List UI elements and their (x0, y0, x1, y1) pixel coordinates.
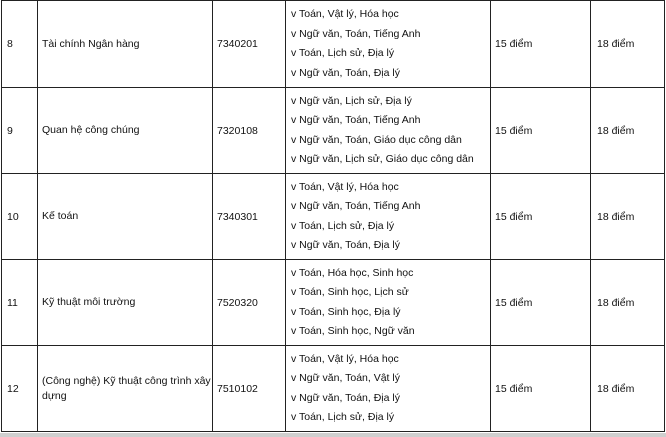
combination-item: v Toán, Vật lý, Hóa học (291, 180, 399, 193)
score-a: 15 điểm (491, 174, 591, 260)
combination-item: v Toán, Vật lý, Hóa học (291, 352, 399, 365)
major-name: Tài chính Ngân hàng (38, 1, 213, 88)
major-code: 7340301 (213, 174, 286, 260)
combination-item: v Ngữ văn, Lịch sử, Giáo dục công dân (291, 153, 474, 165)
row-number: 8 (2, 1, 38, 88)
subject-combinations (286, 260, 491, 346)
score-b: 18 điểm (591, 88, 665, 174)
score-b: 18 điểm (591, 346, 665, 432)
major-code: 7320108 (213, 88, 286, 174)
major-name: Kế toán (38, 174, 213, 260)
combination-item: v Ngữ văn, Toán, Giáo dục công dân (291, 133, 462, 146)
combination-item: v Toán, Lịch sử, Địa lý (291, 47, 395, 59)
combination-item: v Toán, Sinh học, Ngữ văn (291, 325, 415, 337)
admissions-table (1, 0, 665, 432)
row-number: 11 (2, 260, 38, 346)
table-row (2, 260, 665, 346)
major-name: Quan hệ công chúng (38, 88, 213, 174)
table-row (2, 174, 665, 260)
combination-item: v Ngữ văn, Lịch sử, Địa lý (291, 94, 412, 107)
major-code: 7510102 (213, 346, 286, 432)
score-a: 15 điểm (491, 1, 591, 88)
combination-item: v Toán, Sinh học, Lịch sử (291, 286, 409, 298)
major-code: 7520320 (213, 260, 286, 346)
table-row (2, 1, 665, 88)
combination-item: v Ngữ văn, Toán, Tiếng Anh (291, 200, 421, 212)
combination-item: v Ngữ văn, Toán, Tiếng Anh (291, 114, 421, 126)
row-number: 9 (2, 88, 38, 174)
subject-combinations (286, 174, 491, 260)
combination-item: v Ngữ văn, Toán, Địa lý (291, 66, 400, 79)
table-row (2, 346, 665, 432)
combination-item: v Toán, Sinh học, Địa lý (291, 305, 401, 318)
score-a: 15 điểm (491, 260, 591, 346)
subject-combinations (286, 88, 491, 174)
major-name: Kỹ thuật môi trường (38, 260, 213, 346)
combination-item: v Ngữ văn, Toán, Vật lý (291, 372, 400, 384)
table-row (2, 88, 665, 174)
combination-item: v Toán, Hóa học, Sinh học (291, 266, 414, 279)
score-a: 15 điểm (491, 346, 591, 432)
score-a: 15 điểm (491, 88, 591, 174)
combination-item: v Ngữ văn, Toán, Địa lý (291, 391, 400, 404)
subject-combinations (286, 346, 491, 432)
major-name: (Công nghệ) Kỹ thuật công trình xây dựng (38, 346, 213, 432)
subject-combinations (286, 1, 491, 88)
row-number: 12 (2, 346, 38, 432)
bottom-divider (0, 433, 666, 437)
combination-item: v Toán, Vật lý, Hóa học (291, 8, 399, 20)
score-b: 18 điểm (591, 1, 665, 88)
score-b: 18 điểm (591, 260, 665, 346)
row-number: 10 (2, 174, 38, 260)
combination-item: v Toán, Lịch sử, Địa lý (291, 219, 395, 232)
combination-item: v Ngữ văn, Toán, Địa lý (291, 239, 400, 251)
score-b: 18 điểm (591, 174, 665, 260)
major-code: 7340201 (213, 1, 286, 88)
combination-item: v Toán, Lịch sử, Địa lý (291, 411, 395, 423)
combination-item: v Ngữ văn, Toán, Tiếng Anh (291, 27, 421, 40)
